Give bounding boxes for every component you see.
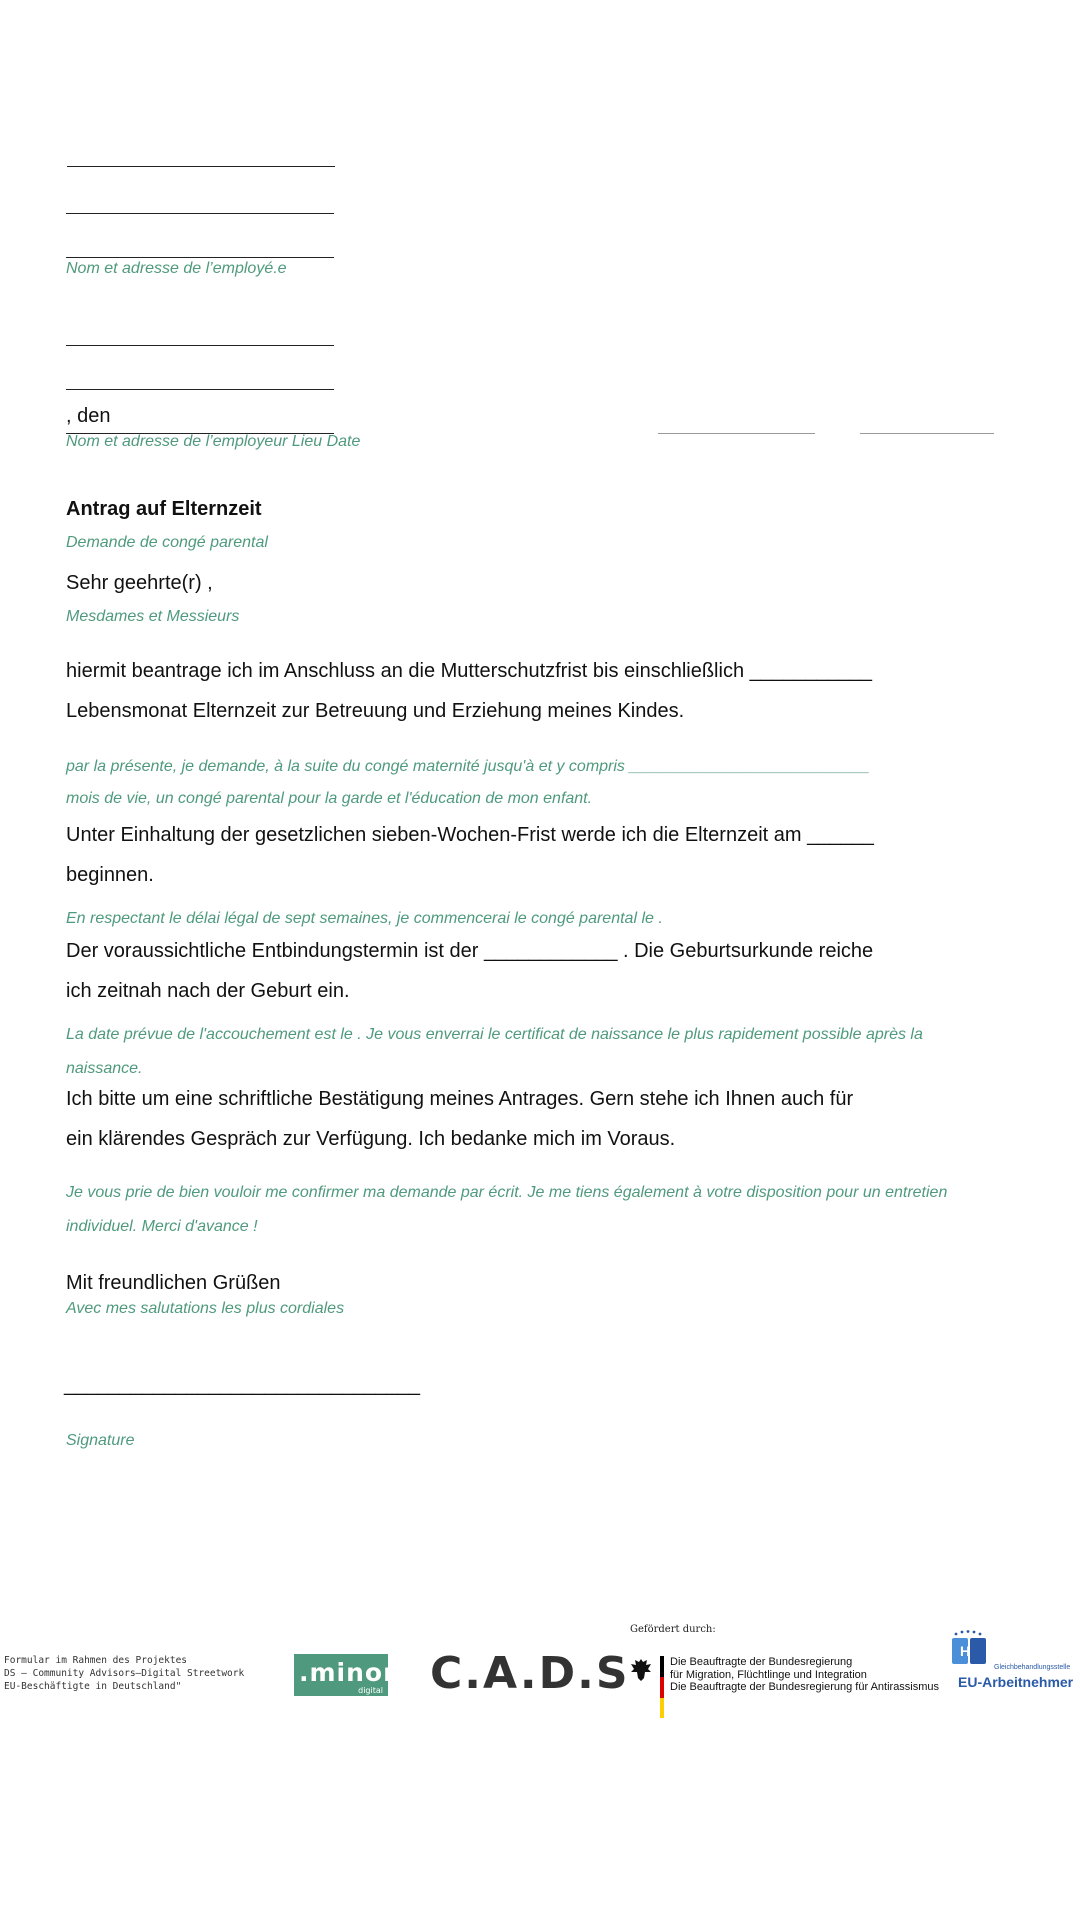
paragraph-3-fr-line-2: naissance. — [66, 1060, 143, 1077]
federal-eagle-icon — [630, 1658, 652, 1682]
paragraph-2-line-2: beginnen. — [66, 864, 154, 886]
project-note-line-3: EU-Beschäftigte in Deutschland" — [4, 1681, 182, 1692]
cads-logo: C.A.D.S — [430, 1648, 630, 1699]
paragraph-1-line-1: hiermit beantrage ich im Anschluss an die Mutterschutzfrist bis einschließlich ___________ — [66, 660, 872, 682]
paragraph-3-fr-line-1: La date prévue de l'accouchement est le . Je vous enverrai le certificat de naissance le plus rapidement possible après la — [66, 1026, 923, 1043]
paragraph-3-line-1: Der voraussichtliche Entbindungstermin ist der ____________ . Die Geburtsurkunde reiche — [66, 940, 874, 962]
salutation: Sehr geehrte(r) , — [66, 572, 213, 594]
place-line[interactable] — [658, 433, 815, 434]
minor-logo-sub: digital — [358, 1686, 383, 1695]
signature-line[interactable]: ________________________________ — [64, 1374, 420, 1396]
paragraph-1-fr-line-1: par la présente, je demande, à la suite du congé maternité jusqu'à et y compris ___________________________ — [66, 758, 870, 775]
paragraph-1-fr-line-2: mois de vie, un congé parental pour la garde et l'éducation de mon enfant. — [66, 790, 593, 807]
signature-caption: Signature — [66, 1432, 135, 1449]
paragraph-4-line-1: Ich bitte um eine schriftliche Bestätigung meines Antrages. Gern stehe ich Ihnen auch für — [66, 1088, 854, 1110]
paragraph-2-fr-line-1: En respectant le délai légal de sept semaines, je commencerai le congé parental le . — [66, 910, 663, 927]
svg-text:H: H — [960, 1643, 971, 1659]
project-note-line-1: Formular im Rahmen des Projektes — [4, 1655, 188, 1666]
paragraph-3-line-2: ich zeitnah nach der Geburt ein. — [66, 980, 350, 1002]
project-note-line-2: DS – Community Advisors–Digital Streetwork — [4, 1668, 245, 1679]
sender-caption: Nom et adresse de l’employé.e — [66, 260, 287, 277]
eu-stars-icon — [950, 1630, 990, 1672]
paragraph-2-line-1: Unter Einhaltung der gesetzlichen sieben-Wochen-Frist werde ich die Elternzeit am ______ — [66, 824, 874, 846]
salutation-fr: Mesdames et Messieurs — [66, 608, 240, 625]
recipient-line-2[interactable] — [66, 389, 334, 390]
minor-logo-text: .minor — [299, 1658, 397, 1687]
paragraph-1-line-2: Lebensmonat Elternzeit zur Betreuung und Erziehung meines Kindes. — [66, 700, 685, 722]
subject-title-fr: Demande de congé parental — [66, 534, 268, 551]
paragraph-4-line-2: ein klärendes Gespräch zur Verfügung. Ich bedanke mich im Voraus. — [66, 1128, 676, 1150]
sender-line-3[interactable] — [66, 257, 334, 258]
funded-by-label: Gefördert durch: — [630, 1624, 716, 1635]
project-note — [4, 1654, 244, 1693]
subject-title: Antrag auf Elternzeit — [66, 498, 262, 520]
paragraph-4-fr-line-2: individuel. Merci d'avance ! — [66, 1218, 258, 1235]
german-flag-bar — [660, 1656, 664, 1718]
recipient-caption: Nom et adresse de l’employeur Lieu Date — [66, 433, 361, 450]
minor-logo — [294, 1654, 397, 1696]
date-line[interactable] — [860, 433, 994, 434]
gov-line-1: Die Beauftragte der Bundesregierung — [670, 1656, 853, 1668]
gov-line-2: für Migration, Flüchtlinge und Integration — [670, 1668, 867, 1681]
gov-line-3: Die Beauftragte der Bundesregierung für Antirassismus — [670, 1681, 940, 1693]
place-prefix: , den — [66, 405, 111, 427]
recipient-line-1[interactable] — [66, 345, 334, 346]
sender-line-1[interactable] — [67, 166, 335, 167]
gov-commissioner-text — [670, 1656, 939, 1694]
paragraph-4-fr-line-1: Je vous prie de bien vouloir me confirmer ma demande par écrit. Je me tiens également à votre disposition pour un entretien — [66, 1184, 948, 1201]
eu-logo-small: Gleichbehandlungsstelle — [994, 1664, 1071, 1671]
sender-line-2[interactable] — [66, 213, 334, 214]
eu-logo-main: EU-Arbeitnehmer — [958, 1674, 1074, 1690]
closing: Mit freundlichen Grüßen — [66, 1272, 281, 1294]
closing-fr: Avec mes salutations les plus cordiales — [66, 1300, 345, 1317]
